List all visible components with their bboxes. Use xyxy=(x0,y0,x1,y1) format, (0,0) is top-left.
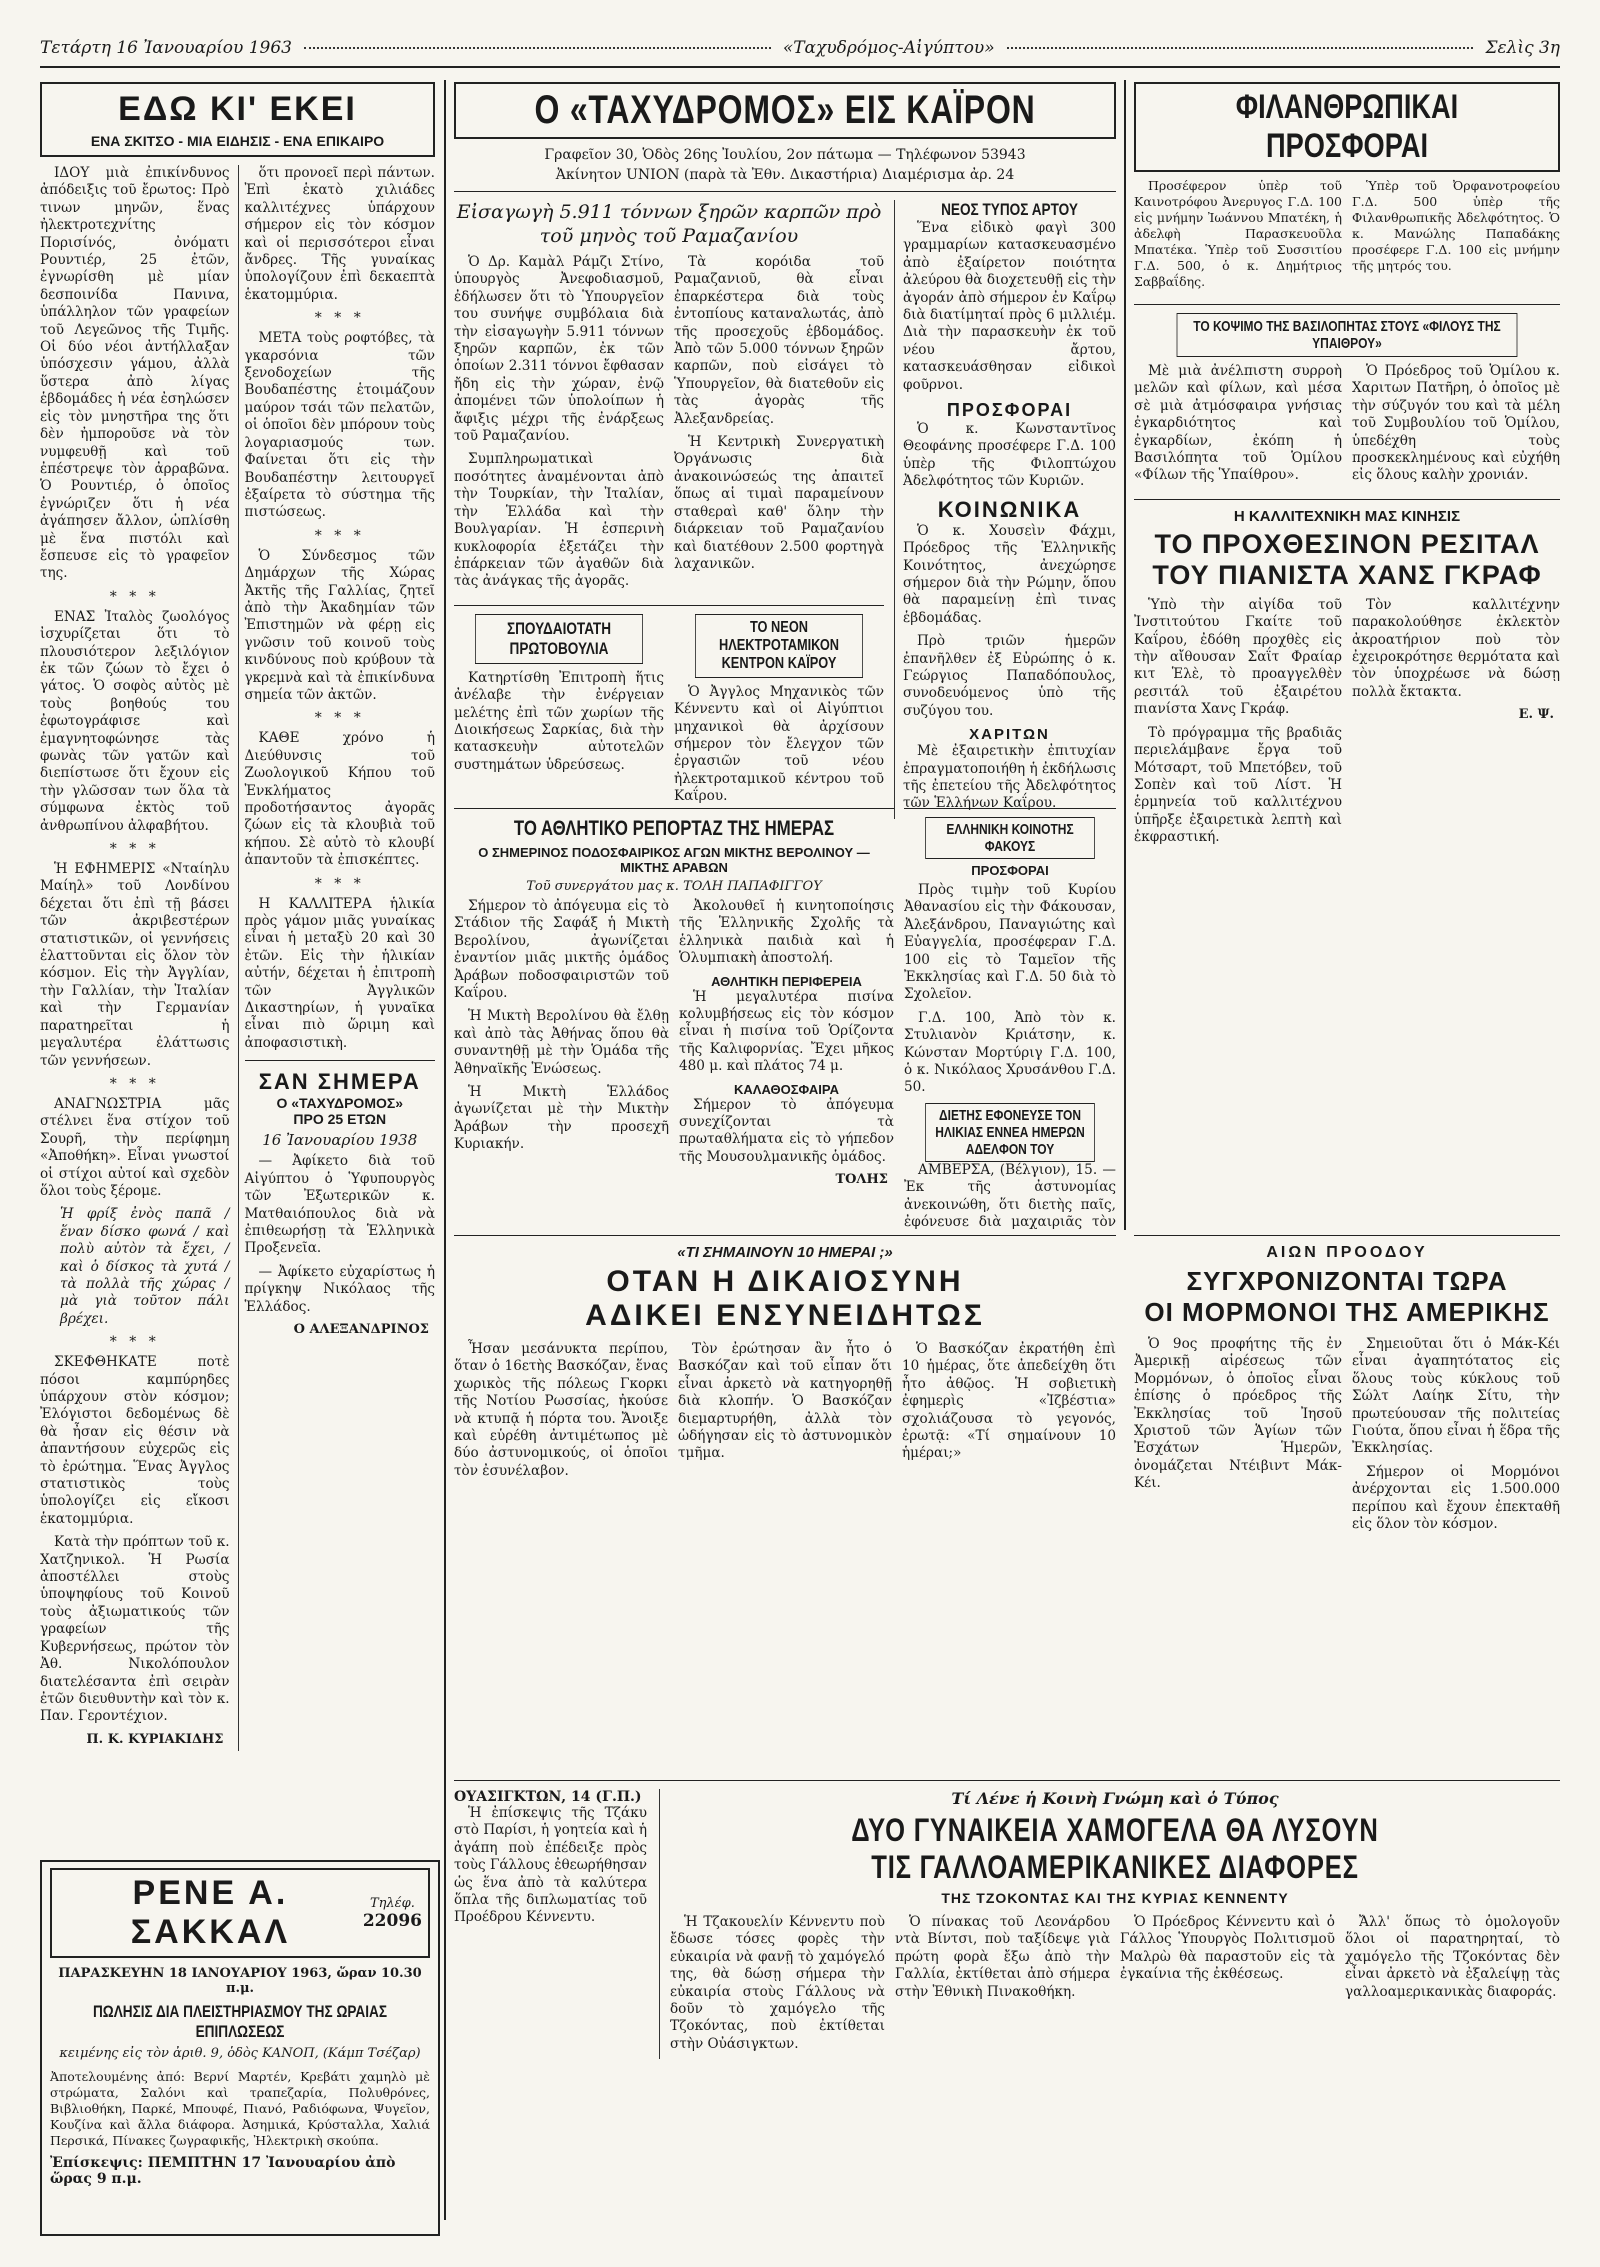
recital-paragraph: Τὸν καλλιτέχνην παρακολούθησε ἐκλεκτὸν ἀκροατήριον ποὺ τὸν ἐχειροκρότησε θερμότατα καὶ τὸν ὑποχρέωσε νὰ δώσῃ πολλὰ ἔκτακτα. xyxy=(1352,596,1560,700)
mormons-columns xyxy=(1134,1336,1560,1539)
auction-ad xyxy=(40,1860,440,2236)
recital-column-left xyxy=(1134,597,1342,853)
separator: * * * xyxy=(109,588,160,605)
justice-paragraph: Τὸν ἐρώτησαν ἂν ἦτο ὁ Βασκόζαν καὶ τοῦ εἶπαν ὅτι εἶναι ἀρκετὸ νὰ κατηγορηθῇ διὰ κλοπήν. Ὁ Βασκόζαν διεμαρτυρήθη, ἀλλὰ τὸν ὡδήγησαν εἰς τὸ ἀστυνομικὸν τμῆμα. xyxy=(678,1341,892,1462)
edo-columns xyxy=(40,165,435,1751)
cairo-article-left xyxy=(454,254,664,597)
auction-ad-phone xyxy=(363,1896,422,1931)
basketball-title: ΚΑΛΑΘΟΣΦΑΙΡΑ xyxy=(734,1081,839,1097)
offers-text: Ὁ κ. Κωνσταντῖνος Θεοφάνης προσέφερε Γ.Δ. 100 ὑπὲρ τῆς Φιλοπτώχου Ἀδελφότητος τῶν Κυριῶν. xyxy=(903,421,1116,490)
washington-dateline: ΟΥΑΣΙΓΚΤΩΝ, 14 (Γ.Π.) xyxy=(454,1789,642,1805)
justice-title: ΟΤΑΝ Η ΔΙΚΑΙΟΣΥΝΗ xyxy=(606,1265,964,1298)
cairo-address-line: Ἀκίνητον UNION (παρὰ τὰ Ἐθν. Δικαστήρια) Διαμέρισμα ἀρ. 24 xyxy=(555,167,1015,183)
divider xyxy=(454,605,884,606)
vasilopita-text: Μὲ μιὰ ἀνέλπιστη συρροὴ μελῶν καὶ φίλων, καὶ μέσα σὲ μιὰ ἀτμόσφαιρα γνήσιας ἐγκαρδιότητος καὶ ἐγκαρδίων, ἐκόπη ἡ Βασιλόπητα τοῦ Ὁμίλου «Φίλων τῆς Ὑπαίθρου». xyxy=(1134,363,1342,484)
san-simera-item: — Ἀφίκετο εὐχαρίστως ἡ πρίγκηψ Νικόλαος τῆς Ἑλλάδος. xyxy=(244,1263,435,1315)
sports-periphery-title: ΑΘΛΗΤΙΚΗ ΠΕΡΙΦΕΡΕΙΑ xyxy=(711,973,862,989)
smiles-subtitle: ΤΗΣ ΤΖΟΚΟΝΤΑΣ ΚΑΙ ΤΗΣ ΚΥΡΙΑΣ ΚΕΝΝΕΝΤΥ xyxy=(941,1890,1289,1906)
edo-paragraph: Κατὰ τὴν πρόπτων τοῦ κ. Χατζηνικολ. Ἡ Ρωσία ἀποστέλλει στοὺς ὑποψηφίους τοῦ Κοινοῦ τοὺς ἀξιωματικούς τῶν γραφείων τῆς Κυβερνήσεως, πρώτον τὸν Ἀθ. Νικολόπουλον διατελέσαντα ἐπὶ σειρὰν ἐτῶν διευθυντὴν καὶ τὸν κ. Παν. Γεροντέχιον. xyxy=(40,1534,230,1725)
auction-ad-name: ΡΕΝΕ Α. ΣΑΚΚΑΛ xyxy=(130,1874,291,1951)
column-rule xyxy=(444,80,446,2220)
header-rule xyxy=(40,66,1560,68)
auction-ad-header xyxy=(50,1868,430,1958)
divider xyxy=(245,1060,435,1061)
san-simera-date: 16 Ἰανουαρίου 1938 xyxy=(262,1131,418,1150)
philanthropy-title: ΦΙΛΑΝΘΡΩΠΙΚΑΙ ΠΡΟΣΦΟΡΑΙ xyxy=(1235,88,1459,165)
divider xyxy=(454,808,894,809)
auction-ad-headline: ΠΩΛΗΣΙΣ ΔΙΑ ΠΛΕΙΣΤΗΡΙΑΣΜΟΥ ΤΗΣ ΩΡΑΙΑΣ ΕΠΙΠΛΩΣΕΩΣ xyxy=(92,2002,388,2041)
san-simera-title: ΣΑΝ ΣΗΜΕΡΑ xyxy=(258,1069,421,1095)
header-paper: «Ταχυδρόμος-Αἰγύπτου» xyxy=(782,38,995,58)
philanthropy-columns xyxy=(1134,178,1560,296)
social-text: Ὁ κ. Χουσεὶν Φάχμι, Πρόεδρος τῆς Ἑλληνικῆς Κοινότητος, ἀνεχώρησε σήμερον διὰ τὴν Ρώμην, ὅπου θὰ παραμείνῃ ἐπὶ τινας ἑβδομάδας. xyxy=(903,522,1116,626)
recital-columns xyxy=(1134,597,1560,853)
edo-paragraph: Ὁ Σύνδεσμος τῶν Δημάρχων τῆς Χώρας Ἀκτῆς τῆς Γαλλίας, ζητεῖ ἀπὸ τὴν Ἀκαδημίαν τῶν Ἐπιστημῶν νὰ φέρῃ εἰς γνῶσιν τοῦ κοινοῦ τοὺς κινδύνους ποὺ κρύβουν τὰ γκρεμνὰ καὶ τὰ ἐπικίνδυνα σημεία τῶν ἀκτῶν. xyxy=(244,547,435,703)
divider xyxy=(454,1780,1560,1781)
cairo-article-right xyxy=(674,254,884,597)
separator: * * * xyxy=(314,527,365,544)
philanthropy-title-box xyxy=(1134,82,1560,172)
edo-paragraph: ΑΝΑΓΝΩΣΤΡΙΑ μᾶς στέλνει ἕνα στίχον τοῦ Σουρῆ, τὴν περίφημη «Ἀποθήκη». Εἶναι γνωστοί οἱ στίχοι αὐτοί καὶ σχεδὸν ὅλοι τοὺς ξέρομε. xyxy=(40,1095,230,1199)
fakous-text: Γ.Δ. 100, Ἀπὸ τὸν κ. Στυλιανὸν Κριάτσην, κ. Κώνσταν Μορτύριγ Γ.Δ. 100, ὁ κ. Νικόλαος Χρυσάνθου Γ.Δ. 50. xyxy=(904,1009,1116,1096)
mormons-kicker: ΑΙΩΝ ΠΡΟΟΔΟΥ xyxy=(1266,1244,1428,1261)
sports-paragraph: Σήμερον τὸ ἀπόγευμα εἰς τὸ Στάδιον τῆς Σαφάξ ἡ Μικτὴ Βερολίνου, ἀγωνίζεται ἐναντίον μιᾶς μικτῆς ὁμάδος Ἀράβων ποδοσφαιριστῶν τοῦ Καΐρου. xyxy=(454,898,669,1002)
bottom-section xyxy=(454,1780,1560,2220)
recital-signature: Ε. Ψ. xyxy=(1518,707,1554,723)
auction-ad-phone-number: 22096 xyxy=(362,1910,422,1931)
header-divider xyxy=(304,47,771,49)
smiles-paragraph: Ἄλλ' ὅπως τὸ ὁμολογοῦν ὅλοι οἱ παρατηρηταί, τὸ χαμόγελο τῆς Τζοκόντας δὲν εἶναι ἀρκετὸ νὰ ἐξαλείψῃ τὰς γαλλοαμερικανικὰς διαφοράς. xyxy=(1345,1914,1560,2000)
mormons-column-right xyxy=(1352,1336,1560,1539)
separator: * * * xyxy=(314,310,365,327)
toddler-article-text: ΑΜΒΕΡΣΑ, (Βέλγιον), 15. — Ἐκ τῆς ἀστυνομίας ἀνεκοινώθη, ὅτι διετὴς παῖς, ἐφόνευσε διὰ μαχαιριᾶς τὸν xyxy=(904,1161,1116,1230)
san-simera-signature: Ο ΑΛΕΞΑΝΔΡΙΝΟΣ xyxy=(293,1321,429,1337)
edo-subtitle: ΕΝΑ ΣΚΙΤΣΟ - ΜΙΑ ΕΙΔΗΣΙΣ - ΕΝΑ ΕΠΙΚΑΙΡΟ xyxy=(90,133,385,149)
auction-ad-visit: Ἐπίσκεψις: ΠΕΜΠΤΗΝ 17 Ἰανουαρίου ἀπὸ ὥρας 9 π.μ. xyxy=(50,2155,396,2187)
edo-paragraph: ΙΔΟΥ μιὰ ἐπικίνδυνος ἀπόδειξις τοῦ ἔρωτος: Πρὸ τινων μηνῶν, ἕνας ἠλεκτροτεχνίτης Πορισίνός, ὀνόματι Ρουντιέρ, 25 ἐτῶν, ἐγνωρίσθη μὲ μίαν δεσποινίδα Πανινα, ὑπάλληλον τῶν γραφείων τοῦ Λεγεῶνος τῆς Τιμῆς. Οἱ δύο νέοι ἀντήλλαξαν ὑπόσχεσιν γάμου, ἀλλὰ ὕστερα ἀπὸ λίγας ἑβδομάδες ἡ νέα ἐσηλώσεν εἰς τὸν μνηστῆρα της ὅτι δὲν ἠμποροῦσε νὰ τὸν νυμφευθῇ καὶ τοῦ ἐπέστρεψε τὸν ἀρραβῶνα. Ὁ Ρουντιέρ, ὁ ὁποῖος ἐγνώριζεν ὅτι ἡ νέα ἀγάπησεν ἄλλον, ὡπλίσθη μὲ ἕνα πιστόλι καὶ ἔσπευσε εἰς τὸ γραφεῖον της. xyxy=(40,165,230,582)
fakous-section xyxy=(904,800,1116,1230)
auction-ad-address: κειμένης εἰς τὸν ἀριθ. 9, ὁδὸς ΚΑΝΟΠ, (Κάμπ Τσέζαρ) xyxy=(59,2046,421,2061)
cairo-main-article xyxy=(454,200,884,819)
mormons-paragraph: Ὁ 9ος προφήτης τῆς ἐν Ἀμερικῇ αἱρέσεως τῶν Μορμόνων, ὁ ὁποῖος εἶναι ἐπίσης ὁ πρόεδρος τῆς Ἐκκλησίας τοῦ Ἰησοῦ Χριστοῦ τῶν Ἁγίων τῶν Ἐσχάτων Ἡμερῶν, ὀνομάζεται Ντέιβιντ Μάκ-Κέι. xyxy=(1134,1336,1342,1492)
xariton-text: Μὲ ἐξαιρετικὴν ἐπιτυχίαν ἐπραγματοποιήθη ἡ ἐκδήλωσις τῆς ἐπετείου τῆς Ἀδελφότητος τῶν Ἑλλήνων Καΐρου. xyxy=(903,743,1116,812)
cairo-paragraph: Συμπληρωματικαὶ ποσότητες ἀναμένονται ἀπὸ τὴν Τουρκίαν, τὴν Ἰταλίαν, τὴν Ἑλλάδα καὶ τὴν Βουλγαρίαν. Ἡ ἑσπερινὴ κυκλοφορία ἐξετάζει τὴν ἐπάρκειαν τῶν ἀγαθῶν διὰ τὰς ἀνάγκας τῆς ἀγορᾶς. xyxy=(454,451,664,590)
justice-paragraph: Ἦσαν μεσάνυκτα περίπου, ὅταν ὁ 16ετὴς Βασκόζαν, ἕνας χωρικὸς τῆς πόλεως Γκορκι τῆς Νοτίου Ρωσσίας, ἠκούσε νὰ κτυπᾷ ἡ πόρτα του. Ἄνοιξε καὶ εὑρέθη ἀντιμέτωπος μὲ δύο ἀστυνομικούς, οἱ ὁποῖοι τὸν ἐσυνέλαβον. xyxy=(454,1341,668,1479)
auction-ad-date: ΠΑΡΑΣΚΕΥΗΝ 18 ΙΑΝΟΥΑΡΙΟΥ 1963, ὥραν 10.30 π.μ. xyxy=(58,1966,422,1996)
mormons-title: ΟΙ ΜΟΡΜΟΝΟΙ ΤΗΣ ΑΜΕΡΙΚΗΣ xyxy=(1144,1297,1550,1327)
cairo-paragraph: Τὰ κορόιδα τοῦ Ραμαζανιοῦ, θὰ εἶναι ἐπαρκέστερα διὰ τοὺς ἐντοπίους καταναλωτάς, ἀπὸ τῆς προσεχοῦς ἑβδομάδος. Ἀπὸ τῶν 5.000 τόννων ξηρῶν καρπῶν, ποὺ εἰσάγει τὸ Ὑπουργεῖον, θὰ διατεθοῦν εἰς τὰς ἀγορὰς τῆς Ἀλεξανδρείας. xyxy=(674,254,884,427)
sports-paragraph: Ἀκολουθεῖ ἡ κινητοποίησις τῆς Ἑλληνικῆς Σχολῆς τὰ ἑλληνικὰ παιδιὰ καὶ ἡ Ὁλυμπιακὴ ἀποστολή. xyxy=(679,898,894,967)
mormons-title: ΣΥΓΧΡΟΝΙΖΟΝΤΑΙ ΤΩΡΑ xyxy=(1186,1266,1508,1296)
smiles-paragraph: Ὁ πίνακας τοῦ Λεονάρδου ντὰ Βίντσι, ποὺ ταξίδεψε γιὰ πρώτη φορὰ ἔξω ἀπὸ τὴν Γαλλία, ἐκτίθεται ἀπὸ σήμερα στὴν Ἐθνικὴ Πινακοθήκη. xyxy=(895,1914,1110,2000)
divider xyxy=(1134,499,1560,500)
fakous-title: ΕΛΛΗΝΙΚΗ ΚΟΙΝΟΤΗΣ ΦΑΚΟΥΣ xyxy=(925,817,1095,859)
separator: * * * xyxy=(109,1075,160,1092)
justice-paragraph: Ὁ Βασκόζαν ἐκρατήθη ἐπὶ 10 ἡμέρας, ὅτε ἀπεδείχθη ὅτι ἦτο ἀθῷος. Ἡ σοβιετικὴ ἐφημερὶς «Ἰζβέστια» σχολιάζουσα τὸ γεγονός, ἐρωτᾷ: «Τί σημαίνουν 10 ἡμέραι;» xyxy=(902,1341,1116,1462)
edo-paragraph: Η ΚΑΛΛΙΤΕΡΑ ἡλικία πρὸς γάμον μιᾶς γυναίκας εἶναι ἡ μεταξὺ 20 καὶ 30 ἐτῶν. Εἰς τὴν ἡλικίαν αὐτήν, δέχεται ἡ ἐπιτροπὴ τῶν Ἀγγλικῶν Δικαστηρίων, ἡ γυναῖκα εἶναι πιὸ ὥριμη καὶ ἀποφασιστικὴ. xyxy=(244,895,435,1051)
sports-subtitle: Ο ΣΗΜΕΡΙΝΟΣ ΠΟΔΟΣΦΑΙΡΙΚΟΣ ΑΓΩΝ ΜΙΚΤΗΣ ΒΕΡΟΛΙΝΟΥ — ΜΙΚΤΗΣ ΑΡΑΒΩΝ xyxy=(478,845,870,875)
new-bread-text: Ἕνα εἰδικὸ φαγὶ 300 γραμμαρίων κατασκευασμένο ἀπὸ ἐξαίρετον ποιότητα ἀλεύρου θὰ διοχετευθῇ εἰς τὴν ἀγοράν ἀπὸ σήμερον ἐν Καΐρῳ διὰ διατίμηταί πρὸς 6 μιλλιέμ. Διὰ τὴν παρασκευὴν ἐκ τοῦ νέου ἄρτου, κατασκευάσθησαν εἰδικοὶ φοῦρνοι. xyxy=(903,220,1116,393)
cairo-side-column xyxy=(894,200,1116,819)
cairo-article-columns xyxy=(454,254,884,597)
right-section xyxy=(1134,82,1560,1232)
header-page-number: Σελὶς 3η xyxy=(1485,38,1560,58)
toddler-article-title: ΔΙΕΤΗΣ ΕΦΟΝΕΥΣΕ ΤΟΝ ΗΛΙΚΙΑΣ ΕΝΝΕΑ ΗΜΕΡΩΝ ΑΔΕΛΦΟΝ ΤΟΥ xyxy=(925,1103,1095,1162)
philanthropy-text: Προσέφερον ὑπὲρ τοῦ Καινοτρόφου Ἀνερυγος Γ.Δ. 100 εἰς μνήμην Ἰωάννου Μπατέκη, ἡ ἀδελφὴ Παρασκευοῦλα Μπατέκα. Ὑπὲρ τοῦ Συσσιτίου Γ.Δ. 500, ὁ κ. Δημήτριος Σαββαΐδης. xyxy=(1134,178,1342,289)
washington-text: Ἡ ἐπίσκεψις τῆς Τζάκυ στὸ Παρίσι, ἡ γοητεία καὶ ἡ ἀγάπη ποὺ ἐπέδειξε πρὸς τοὺς Γάλλους ἐθεωρήθησαν ὡς ἕνα ἀπὸ τὰ καλύτερα ὅπλα τῆς διπλωματίας τοῦ Προέδρου Κέννεντυ. xyxy=(454,1805,647,1926)
recital-column-right xyxy=(1352,597,1560,853)
sports-periphery-text: Ἡ μεγαλυτέρα πισίνα κολυμβήσεως εἰς τὸν κόσμον εἶναι ἡ πισίνα τοῦ Ὁρίζοντα τῆς Καλιφορνίας. Ἔχει μῆκος 480 μ. καὶ πλάτος 74 μ. xyxy=(679,988,894,1075)
divider xyxy=(1134,304,1560,305)
smiles-paragraph: Ἡ Τζακουελίν Κέννεντυ ποὺ ἔδωσε τόσες φορὲς τὴν εὐκαιρία νὰ φανῇ τὸ χαμόγελό της, θὰ δώσῃ σήμερα τὴν εὐκαιρία στοὺς Γάλλους νὰ δοῦν τὸ χαμόγελο τῆς Τζοκόντας, ποὺ ἐκτίθεται στὴν Οὐάσιγκτων. xyxy=(670,1914,885,2052)
sports-byline: Τοῦ συνεργάτου μας κ. ΤΟΛΗ ΠΑΠΑΦΙΓΓΟΥ xyxy=(526,879,822,894)
basketball-text: Σήμερον τὸ ἀπόγευμα συνεχίζονται τὰ πρωταθλήματα εἰς τὸ γήπεδον τῆς Μουσουλμανικῆς ὁμάδος. xyxy=(679,1096,894,1165)
smiles-columns xyxy=(670,1914,1560,2059)
divider xyxy=(454,1235,1116,1236)
header-date: Τετάρτη 16 Ἰανουαρίου 1963 xyxy=(40,38,292,58)
recital-kicker: Η ΚΑΛΛΙΤΕΧΝΙΚΗ ΜΑΣ ΚΙΝΗΣΙΣ xyxy=(1233,507,1461,525)
san-simera-item: — Ἀφίκετο διὰ τοῦ Αἰγύπτου ὁ Ὑφυπουργὸς τῶν Ἐξωτερικῶν κ. Ματθαιόπουλος διὰ νὰ ἐπιθεωρήσῃ τὰ Ἑλληνικὰ Προξενεῖα. xyxy=(244,1153,435,1257)
justice-title: ΑΔΙΚΕΙ ΕΝΣΥΝΕΙΔΗΤΩΣ xyxy=(585,1299,985,1332)
edo-title: ΕΔΩ ΚΙ' ΕΚΕΙ xyxy=(118,90,357,128)
sports-section xyxy=(454,800,894,1230)
power-center-article xyxy=(674,614,884,812)
bottom-columns xyxy=(454,1789,1560,2059)
divider xyxy=(1134,1235,1560,1236)
vasilopita-title: ΤΟ ΚΟΨΙΜΟ ΤΗΣ ΒΑΣΙΛΟΠΗΤΑΣ ΣΤΟΥΣ «ΦΙΛΟΥΣ ΤΗΣ ΥΠΑΙΘΡΟΥ» xyxy=(1177,313,1518,357)
sports-paragraph: Ἡ Μικτὴ Βερολίνου θὰ ἔλθῃ καὶ ἀπὸ τὰς Ἀθήνας ὅπου θὰ συναντηθῇ μὲ τὴν Ὁμάδα τῆς Ἀθηναϊκῆς Ἑνώσεως. xyxy=(454,1008,669,1077)
edo-paragraph: ΚΑΘΕ χρόνο ἡ Διεύθυνσις τοῦ Ζωολογικοῦ Κήπου τοῦ Ἐνκλήματος προδοτήσαντος ἀγορᾶς ζώων εἰς τὰ κλουβιὰ τοῦ κήπου. Σὲ αὐτὸ τὸ κλουβί ἀπαντοῦν τὰ ἐπισκέπτες. xyxy=(244,730,435,869)
mormons-section xyxy=(1134,1235,1560,1775)
san-simera-section xyxy=(245,1069,435,1337)
fakous-text: Πρὸς τιμὴν τοῦ Κυρίου Ἀθανασίου εἰς τὴν Φάκουσαν, Ἀλεξάνδρου, Παναγιώτης καὶ Εὐαγγελία, προσέφεραν Γ.Δ. 100 εἰς τὸ Ταμεῖον τῆς Ἐκκλησίας καὶ Γ.Δ. 50 διὰ τὸ Σχολεῖον. xyxy=(904,882,1116,1003)
edo-paragraph: ΜΕΤΑ τοὺς ροφτόβες, τὰ γκαρσόνια τῶν ξενοδοχείων τῆς Βουδαπέστης ἑτοιμάζουν μαύρον τσάι τῶν πελατῶν, οἱ ὁποῖοι δὲν μπόρουν τοὺς λογαριασμούς των. Φαίνεται ὅτι εἰς τὴν Βουδαπέστην λειτουργεῖ ἐξαίρετα τὸ σύστημα τῆς πιστώσεως. xyxy=(244,330,435,521)
cairo-title: Ο «ΤΑΧΥΔΡΟΜΟΣ» ΕΙΣ ΚΑΪΡΟΝ xyxy=(534,88,1036,132)
divider xyxy=(454,191,1116,192)
sports-column-right xyxy=(679,898,894,1191)
auction-ad-phone-label: Τηλέφ. xyxy=(369,1895,415,1911)
mormons-paragraph: Σημειοῦται ὅτι ὁ Μάκ-Κέι εἶναι ἀγαπητότατος εἰς ὅλους τοὺς κύκλους τοῦ Σώλτ Λαίηκ Σίτυ, τὴν πρωτεύουσαν τῆς πολιτείας Γιούτα, ὅπου εἶναι ἡ ἕδρα τῆς Ἐκκλησίας. xyxy=(1352,1336,1560,1457)
social-text: Πρὸ τριῶν ἡμερῶν ἐπανῆλθεν ἐξ Εὐρώπης ὁ κ. Γεώργιος Παπαδόπουλος, συνοδευόμενος ὑπὸ τῆς συζύγου του. xyxy=(903,633,1116,719)
separator: * * * xyxy=(109,841,160,858)
sports-columns xyxy=(454,898,894,1191)
power-center-text: Ὁ Ἀγγλος Μηχανικὸς τῶν Κέννεντυ καὶ οἱ Αἰγύπτιοι μηχανικοὶ θὰ ἀρχίσουν σήμερον τὸν ἔλεγχον τῶν ἐργασιῶν τοῦ νέου ἠλεκτροταμικοῦ κέντρου τοῦ Καΐρου. xyxy=(674,683,884,805)
justice-section xyxy=(454,1235,1116,1775)
cairo-columns xyxy=(454,200,1116,819)
auction-ad-body: Ἀποτελουμένης ἀπό: Βερνί Μαρτέν, Κρεβάτι χαμηλὸ μὲ στρώματα, Σαλόνι καὶ τραπεζαρία, Πολυθρόνες, Βιβλιοθήκη, Παρκέ, Μπουφέ, Πιανό, Ραδιόφωνα, Ψυγεῖον, Κουζίνα καὶ ἄλλα διάφορα. Ἀσημικά, Κρύσταλλα, Χαλιά Περσικά, Πίνακες ζωγραφικῆς, Ἠλεκτρικὴ σκούπα. xyxy=(50,2069,430,2148)
fakous-subtitle: ΠΡΟΣΦΟΡΑΙ xyxy=(971,863,1049,878)
justice-columns xyxy=(454,1341,1116,1486)
smiles-title: ΔΥΟ ΓΥΝΑΙΚΕΙΑ ΧΑΜΟΓΕΛΑ ΘΑ ΛΥΣΟΥΝ xyxy=(851,1812,1379,1848)
vasilopita-text: Ὁ Πρόεδρος τοῦ Ὁμίλου κ. Χαριτων Πατῆρη, ὁ ὁποῖος μὲ τὴν σύζυγόν του καὶ τὰ μέλη τοῦ Συμβουλίου τοῦ Ὁμίλου, ὑπεδέχθη τοὺς προσκεκλημένους καὶ εὐχήθη εἰς ὅλους καλὴν χρονιάν. xyxy=(1352,363,1560,484)
smiles-article xyxy=(659,1789,1560,2059)
edo-column-left xyxy=(40,165,230,1751)
divider xyxy=(904,808,1116,809)
recital-title: ΤΟΥ ΠΙΑΝΙΣΤΑ ΧΑΝΣ ΓΚΡΑΦ xyxy=(1152,559,1542,590)
edo-title-box xyxy=(40,82,435,157)
spoudaiotati-title: ΣΠΟΥΔΑΙΟΤΑΤΗ ΠΡΩΤΟΒΟΥΛΙΑ xyxy=(475,614,643,664)
washington-article xyxy=(454,1789,647,2059)
sports-signature: ΤΟΛΗΣ xyxy=(835,1172,888,1188)
social-title: ΚΟΙΝΩΝΙΚΑ xyxy=(937,496,1082,522)
cairo-title-box xyxy=(454,82,1116,139)
san-simera-paper: Ο «ΤΑΧΥΔΡΟΜΟΣ» xyxy=(276,1095,404,1112)
san-simera-years: ΠΡΟ 25 ΕΤΩΝ xyxy=(293,1111,387,1128)
edo-paragraph: ΣΚΕΦΘΗΚΑΤΕ ποτὲ πόσοι καμπύρηδες ὑπάρχουν στὸν κόσμον; Ἐλόγιστοι δεδομένως δὲ θὰ ἦσαν εἰς θέσιν νὰ ἀπαντήσουν εὐχερῶς εἰς τὸ ἐρώτημα. Ἕνας Ἀγγλος στατιστικὸς τοὺς ὑπολογίζει εἰς εἴκοσι ἑκατομμύρια. xyxy=(40,1354,230,1527)
cairo-address-line: Γραφεῖον 30, Ὁδὸς 26ης Ἰουλίου, 2ον πάτωμα — Τηλέφωνον 53943 xyxy=(544,147,1026,163)
edo-paragraph: ὅτι προνοεῖ περὶ πάντων. Ἐπὶ ἑκατὸ χιλιάδες καλλιτέχνες ὑπάρχουν σήμερον εἰς τὸν κόσμον καὶ οἱ περισσότεροι εἶναι ἄνδρες. Τῆς γυναίκας ὑπολογίζουν ἐπὶ δεκαεπτὰ ἑκατομμύρια. xyxy=(244,165,435,303)
edo-signature: Π. Κ. ΚΥΡΙΑΚΙΔΗΣ xyxy=(86,1731,224,1747)
mormons-paragraph: Σήμερον οἱ Μορμόνοι ἀνέρχονται εἰς 1.500.000 περίπου καὶ ἔχουν ἐπεκταθῆ εἰς ὅλον τὸν κόσμον. xyxy=(1352,1463,1560,1533)
offers-title: ΠΡΟΣΦΟΡΑΙ xyxy=(946,400,1073,421)
sports-column-left xyxy=(454,898,669,1191)
separator: * * * xyxy=(314,875,365,892)
sports-paragraph: Ἡ Μικτὴ Ἑλλάδος ἀγωνίζεται μὲ τὴν Μικτὴν Ἀράβων τὴν προσεχῆ Κυριακήν. xyxy=(454,1084,669,1153)
column-rule xyxy=(1124,80,1126,1230)
smiles-title: ΤΙΣ ΓΑΛΛΟΑΜΕΡΙΚΑΝΙΚΕΣ ΔΙΑΦΟΡΕΣ xyxy=(871,1849,1359,1885)
cairo-lower-columns xyxy=(454,614,884,812)
smiles-paragraph: Ὁ Πρόεδρος Κέννεντυ καὶ ὁ Γάλλος Ὑπουργὸς Πολιτισμοῦ Μαλρὼ θὰ παραστοῦν εἰς τὰ ἐγκαίνια τῆς ἐκθέσεως. xyxy=(1120,1914,1335,1983)
separator: * * * xyxy=(109,1334,160,1351)
cairo-paragraph: Ὁ Δρ. Καμὰλ Ράμζι Στίνο, ὑπουργὸς Ἀνεφοδιασμοῦ, ἐδήλωσεν ὅτι τὸ Ὑπουργεῖον του συνήψε συμβόλαια διὰ τὴν εἰσαγωγὴν 5.911 τόννων ξηρῶν καρπῶν, ἐκ τῶν ὁποίων 2.311 τόννοι ἔφθασαν ἤδη εἰς τὴν χώραν, ἐνῷ ἀπομένει τῶν ὑπολοίπων ἡ ἄφιξις μέχρι τῆς ἐνάρξεως τοῦ Ραμαζανίου. xyxy=(454,254,664,445)
vasilopita-columns xyxy=(1134,363,1560,491)
page-header xyxy=(40,34,1560,62)
xariton-title: ΧΑΡΙΤΩΝ xyxy=(969,726,1050,744)
power-center-title: ΤΟ ΝΕΟΝ ΗΛΕΚΤΡΟΤΑΜΙΚΟΝ ΚΕΝΤΡΟΝ ΚΑΪΡΟΥ xyxy=(695,614,863,678)
recital-title: ΤΟ ΠΡΟΧΘΕΣΙΝΟΝ ΡΕΣΙΤΑΛ xyxy=(1154,528,1540,559)
recital-paragraph: Ὑπὸ τὴν αἰγίδα τοῦ Ἰνστιτούτου Γκαίτε τοῦ Καΐρου, ἐδόθη προχθὲς εἰς τὴν αἴθουσαν Σαΐτ Φραίαρ κιτ Ἑλὲ, τὸ προαγγελθὲν ρεσιτάλ τοῦ ἐξαιρέτου πιανίστα Χανς Γκράφ. xyxy=(1134,596,1342,718)
edo-column-right xyxy=(238,165,435,1751)
cairo-headline: Εἰσαγωγὴ 5.911 τόννων ξηρῶν καρπῶν πρὸ τοῦ μηνὸς τοῦ Ραμαζανίου xyxy=(456,201,882,247)
edo-paragraph: Ἡ ΕΦΗΜΕΡΙΣ «Νταίηλυ Μαίηλ» τοῦ Λονδίνου δέχεται ὅτι ἐπὶ τῇ βάσει τῶν ἀκριβεστέρων στατιστικῶν, οἱ γεννήσεις ἐλαττοῦνται εἰς ὅλον τὸν κόσμον. Εἰς τὴν Ἀγγλίαν, τὴν Γαλλίαν, τὴν Ἰταλίαν καὶ τὴν Γερμανίαν παρατηρεῖται ἡ μεγαλυτέρα ἐλάττωσις τῶν γεννήσεων. xyxy=(40,861,230,1069)
edo-verse: Ἡ φρίξ ἐνὸς παπᾶ / ἕναν δίσκο φωνά / καὶ πολὺ αὐτὸν τὰ ἔχει, / καὶ ὁ δίσκος τὰ χυτά / τὰ πολλὰ τῆς χώρας / μὰ γιὰ τοῦτον πάλι βρέχει. xyxy=(60,1206,230,1327)
new-bread-title: ΝΕΟΣ ΤΥΠΟΣ ΑΡΤΟΥ xyxy=(941,200,1078,219)
edo-paragraph: ΕΝΑΣ Ἰταλὸς ζωολόγος ἰσχυρίζεται ὅτι τὸ πλουσιότερον λεξιλόγιον ἐκ τῶν ζώων τὸ ἔχει ὁ γάτος. Ὁ σοφὸς αὐτὸς μὲ τοὺς βοηθούς του ἐφωτογράφισε καὶ ἐμαγνητοφώνησε τὰς φωνὰς τῶν γατῶν καὶ διεπίστωσε ὅτι ἔχουν εἰς τὴν γλῶσσαν των ὅλα τὰ σύμφωνα ἐκτὸς τοῦ ἀνθρωπίνου ἀλφαβήτου. xyxy=(40,608,230,834)
sports-title: ΤΟ ΑΘΛΗΤΙΚΟ ΡΕΠΟΡΤΑΖ ΤΗΣ ΗΜΕΡΑΣ xyxy=(513,817,835,840)
header-divider xyxy=(1007,47,1474,49)
justice-kicker: «ΤΙ ΣΗΜΑΙΝΟΥΝ 10 ΗΜΕΡΑΙ ;» xyxy=(677,1244,893,1261)
spoudaiotati-article xyxy=(454,614,664,812)
spoudaiotati-text: Κατηρτίσθη Ἐπιτροπὴ ἥτις ἀνέλαβε τὴν ἐνέργειαν μελέτης ἐπὶ τῶν χωρίων τῆς Διοικήσεως Σαρκίας, διὰ τὴν κατασκευὴν αὐτοτελῶν συστημάτων ὑδρεύσεως. xyxy=(454,669,664,773)
cairo-paragraph: Ἡ Κεντρικὴ Συνεργατικὴ Ὀργάνωσις διὰ ἀνακοινώσεώς της ἀπαιτεῖ ὅπως αἱ τιμαὶ παραμείνουν σταθεραὶ καθ' ὅλην τὴν διάρκειαν τοῦ Ραμαζανίου καὶ διατέθουν 2.500 φορτηγὰ λαχανικῶν. xyxy=(674,434,884,572)
separator: * * * xyxy=(314,710,365,727)
smiles-kicker: Τί Λένε ἡ Κοινὴ Γνώμη καὶ ὁ Τύπος xyxy=(951,1789,1279,1808)
recital-paragraph: Τὸ πρόγραμμα τῆς βραδιᾶς περιελάμβανε ἔργα τοῦ Μότσαρτ, τοῦ Μπετόβεν, τοῦ Σοπὲν καὶ τοῦ Λίστ. Ἡ ἑρμηνεία τοῦ καλλιτέχνου ὑπῆρξε ἐξαιρετικὰ λεπτὴ καὶ ἐκφραστική. xyxy=(1134,724,1342,846)
philanthropy-text: Ὑπὲρ τοῦ Ὀρφανοτροφείου Γ.Δ. 500 ὑπὲρ τῆς Φιλανθρωπικῆς Ἀδελφότητος. Ὁ κ. Μανώλης Παπαδάκης προσέφερε Γ.Δ. 100 εἰς μνήμην τῆς μητρός του. xyxy=(1352,178,1560,273)
